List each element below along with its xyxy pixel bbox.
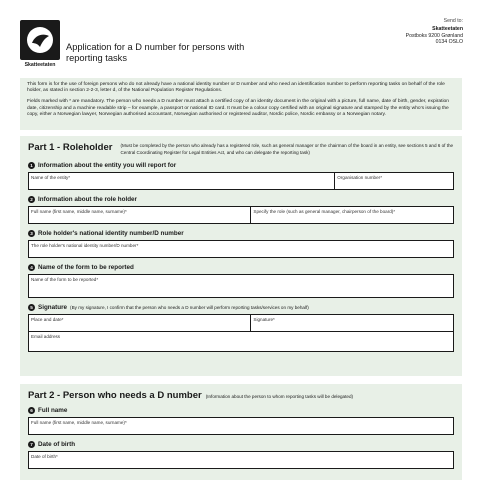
role-specification-field[interactable]: Specify the role (such as general manager, chairperson of the board)* — [251, 206, 454, 224]
number-1-icon: 1 — [28, 162, 35, 169]
part1-note: (Must be completed by the person who already has a registered role, such as general manager or the chairman of the board in an entity, see sections 5 and 6 of the Central Coordinating Register for Legal Entities Act, and who can delegate the reporting task) — [120, 143, 454, 155]
section-6-title: Full name — [38, 407, 68, 414]
form-name-field[interactable]: Name of the form to be reported* — [28, 274, 454, 298]
number-5-icon: 5 — [28, 304, 35, 311]
part1-title: Part 1 - Roleholder — [28, 142, 113, 153]
part1-section — [20, 136, 462, 376]
logo-text: Skatteetaten — [24, 62, 56, 68]
number-2-icon: 2 — [28, 196, 35, 203]
section-2-title: Information about the role holder — [38, 196, 138, 204]
logo-mark-icon — [20, 20, 60, 60]
organisation-number-field[interactable]: Organisation number* — [335, 172, 454, 190]
intro-paragraph-1: This form is for the use of foreign persons who do not already have a national identity number or D number and who need an identification number to perform reporting tasks on behalf of the role holder, as stated in section 2-2-3, letter d, of the National Population Register Regulations. — [27, 82, 445, 94]
send-to-label: Send to: — [443, 18, 463, 24]
section-5-heading — [28, 304, 454, 311]
signature-field[interactable]: Signature* — [251, 314, 454, 332]
intro-box — [20, 78, 462, 130]
part2-note: (Information about the person to whom reporting tasks will be delegated) — [205, 394, 354, 399]
applicant-full-name-field[interactable]: Full name (first name, middle name, surname)* — [28, 417, 454, 435]
place-and-date-field[interactable]: Place and date* — [28, 314, 251, 332]
section-5-note: (By my signature, I confirm that the person who needs a D number will perform reporting tasks/services on my behalf) — [70, 305, 309, 311]
section-4-heading — [28, 264, 454, 271]
section-7-title: Date of birth — [38, 441, 76, 448]
number-7-icon: 7 — [28, 441, 35, 448]
number-6-icon: 6 — [28, 407, 35, 414]
section-2-heading — [28, 196, 454, 203]
send-to-address-line1: Postboks 9200 Grønland — [405, 32, 463, 39]
section-1-title: Information about the entity you will report for — [38, 162, 177, 170]
entity-name-field[interactable]: Name of the entity* — [28, 172, 335, 190]
send-to-address — [406, 18, 463, 46]
part2-section — [20, 384, 462, 480]
roleholder-id-number-field[interactable]: The role holder's national identity number/D number* — [28, 240, 454, 258]
number-3-icon: 3 — [28, 230, 35, 237]
section-6-heading — [28, 407, 454, 414]
section-4-title: Name of the form to be reported — [38, 264, 134, 272]
part2-title — [28, 390, 353, 401]
part2-title-text: Part 2 - Person who needs a D number — [28, 390, 202, 401]
roleholder-full-name-field[interactable]: Full name (first name, middle name, surname)* — [28, 206, 251, 224]
date-of-birth-field[interactable]: Date of birth* — [28, 451, 454, 469]
send-to-org: Skatteetaten — [432, 25, 463, 32]
logo — [20, 20, 60, 68]
section-1-heading — [28, 162, 454, 169]
email-address-field[interactable]: Email address — [28, 332, 454, 352]
send-to-address-line2: 0134 OSLO — [435, 39, 463, 46]
intro-paragraph-2: Fields marked with * are mandatory. The person who needs a D number must attach a certified copy of an identity document in the original with a picture, full name, date of birth, gender, expiration date, citizenship and a machine readable strip – for example, a passport or national ID card. It must be a colour copy certified with an original signature and stamped by the entity who's issuing the copy, either a Norwegian lawyer, Norwegian authorised accountant, Norwegian authorised or registered auditor, Nordic police, Nordic embassy or a Norwegian notary. — [27, 99, 449, 117]
section-3-title: Role holder's national identity number/D number — [38, 230, 184, 238]
section-5-title: Signature — [38, 304, 68, 312]
section-7-heading — [28, 441, 454, 448]
number-4-icon: 4 — [28, 264, 35, 271]
page-title: Application for a D number for persons with reporting tasks — [66, 42, 245, 63]
section-3-heading — [28, 230, 454, 237]
